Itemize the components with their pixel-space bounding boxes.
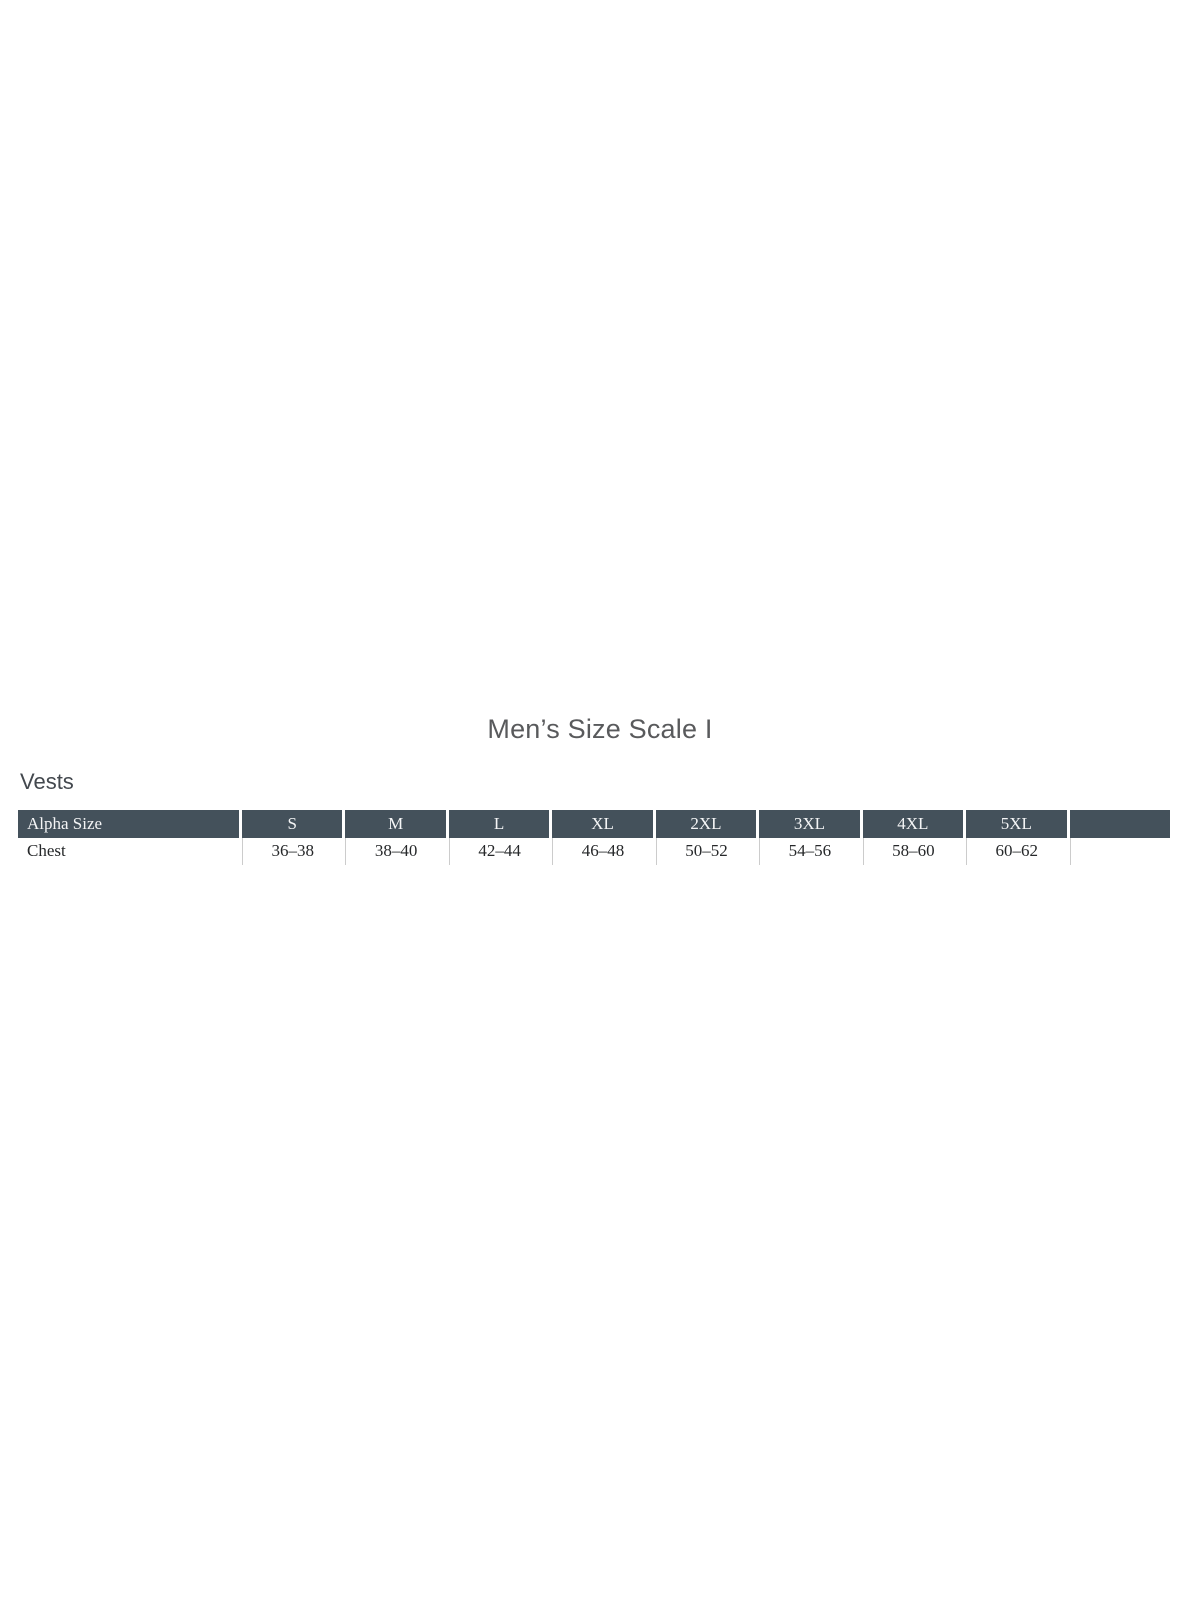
header-cell-l: L	[449, 810, 549, 838]
section-label-vests: Vests	[20, 769, 74, 794]
header-cell-alpha-size: Alpha Size	[18, 810, 239, 838]
chest-value-5xl: 60–62	[966, 838, 1066, 865]
header-cell-empty	[1070, 810, 1170, 838]
chest-value-l: 42–44	[449, 838, 549, 865]
chest-value-xl: 46–48	[552, 838, 652, 865]
table-row-chest	[18, 838, 1170, 865]
chest-value-3xl: 54–56	[759, 838, 859, 865]
chest-value-m: 38–40	[345, 838, 445, 865]
header-cell-xl: XL	[552, 810, 652, 838]
header-cell-5xl: 5XL	[966, 810, 1066, 838]
header-cell-2xl: 2XL	[656, 810, 756, 838]
header-cell-s: S	[242, 810, 342, 838]
chest-value-4xl: 58–60	[863, 838, 963, 865]
page-title: Men’s Size Scale I	[487, 714, 713, 744]
header-cell-m: M	[345, 810, 445, 838]
chest-value-2xl: 50–52	[656, 838, 756, 865]
chest-value-s: 36–38	[242, 838, 342, 865]
header-cell-4xl: 4XL	[863, 810, 963, 838]
table-header-row	[18, 810, 1170, 838]
row-label-chest: Chest	[18, 838, 239, 865]
chest-value-empty	[1070, 838, 1170, 865]
header-cell-3xl: 3XL	[759, 810, 859, 838]
size-table	[18, 810, 1170, 865]
